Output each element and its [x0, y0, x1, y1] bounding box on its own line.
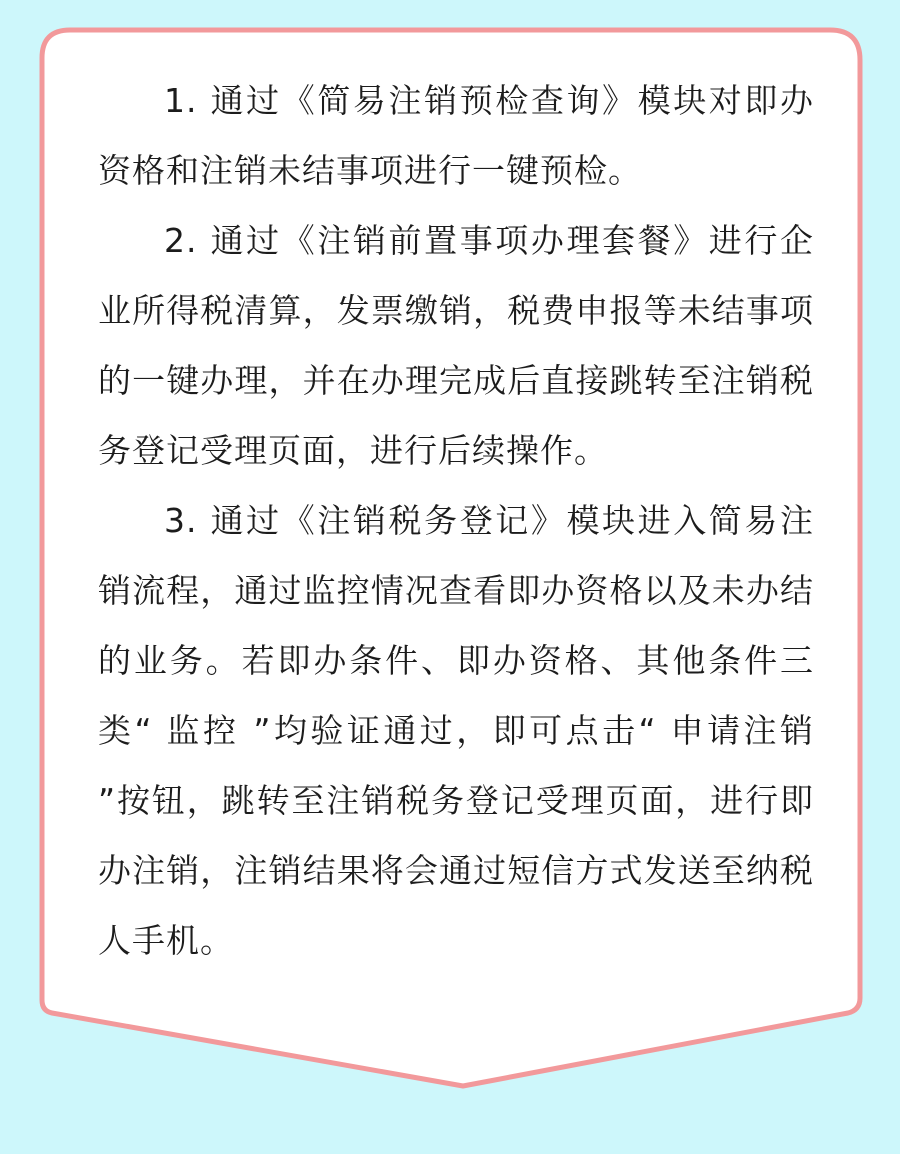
instructions-text: [98, 66, 814, 976]
paragraph-step-3: 3. 通过《注销税务登记》模块进入简易注销流程，通过监控情况查看即办资格以及未办结的业务。若即办条件、即办资格、其他条件三类“ 监控 ”均验证通过，即可点击“ 申请注销 ”按钮，跳转至注销税务登记受理页面，进行即办注销，注销结果将会通过短信方式发送至纳税人手机。: [98, 501, 814, 960]
paragraph-step-1: 1. 通过《简易注销预检查询》模块对即办资格和注销未结事项进行一键预检。: [98, 81, 814, 190]
paragraph-step-2: 2. 通过《注销前置事项办理套餐》进行企业所得税清算，发票缴销，税费申报等未结事项的一键办理，并在办理完成后直接跳转至注销税务登记受理页面，进行后续操作。: [98, 221, 814, 470]
